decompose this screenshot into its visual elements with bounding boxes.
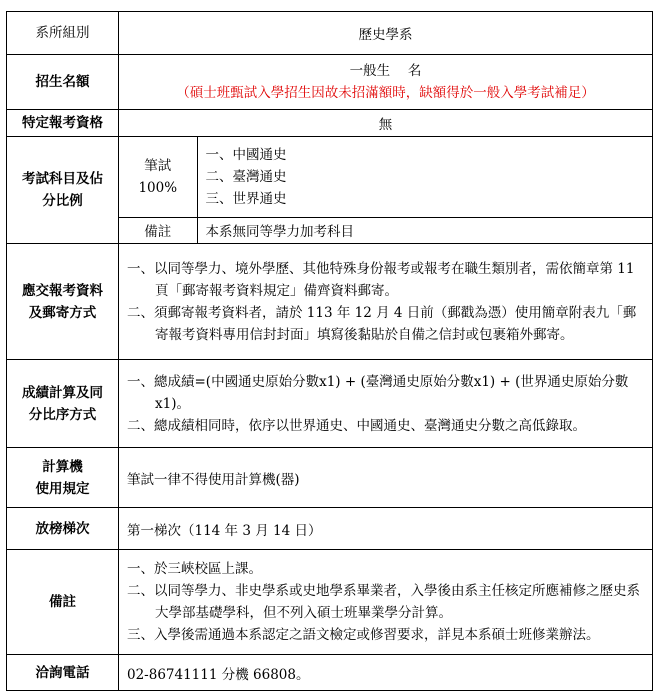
scoring-label-line2: 分比序方式 — [28, 406, 97, 423]
row-quota — [7, 55, 653, 110]
row-dept-group — [7, 12, 653, 55]
remark-item: 二、以同等學力、非史學系或史地學系畢業者，入學後由系主任核定所應補修之歷史系大學部基礎學科，但不列入碩士班畢業學分計算。 — [127, 583, 640, 621]
subjects-cell — [197, 137, 652, 217]
scoring-label — [7, 360, 119, 448]
remark-item: 三、入學後需通過本系認定之語文檢定或修習要求，詳見本系碩士班修業辦法。 — [127, 627, 600, 643]
exam-label-line1: 考試科目及佔 — [22, 171, 103, 187]
submission-item: 二、須郵寄報考資料者，請於 113 年 12 月 4 日前（郵戳為憑）使用簡章附表九「郵寄報考資料專用信封封面」填寫後黏貼於自備之信封或包裹箱外郵寄。 — [127, 304, 637, 343]
subject-item: 一、中國通史 — [205, 146, 287, 163]
subject-item: 二、臺灣通史 — [205, 168, 287, 185]
row-exam — [7, 137, 653, 244]
row-calculator — [7, 448, 653, 508]
quota-label: 招生名額 — [7, 55, 119, 110]
calculator-label — [7, 448, 119, 508]
exam-detail — [119, 137, 653, 244]
quota-value — [119, 55, 653, 110]
dept-group-label: 系所組別 — [7, 12, 119, 55]
admission-info-table — [6, 11, 653, 691]
row-release — [7, 508, 653, 550]
subject-item: 三、世界通史 — [205, 190, 287, 207]
exam-written-row — [119, 137, 652, 217]
qualification-label: 特定報考資格 — [7, 110, 119, 137]
calculator-value: 筆試一律不得使用計算機(器) — [119, 448, 653, 508]
submission-item: 一、以同等學力、境外學歷、其他特殊身份報考或報考在職生類別者，需依簡章第 11 頁「郵寄報考資料規定」備齊資料郵寄。 — [127, 260, 635, 299]
row-remarks — [7, 550, 653, 655]
exam-remark-label: 備註 — [119, 217, 197, 243]
release-value: 第一梯次（114 年 3 月 14 日） — [119, 508, 653, 550]
remarks-value — [119, 550, 653, 655]
scoring-label-line1: 成績計算及同 — [22, 384, 103, 401]
quota-note: （碩士班甄試入學招生因故未招滿額時，缺額得於一般入學考試補足） — [176, 85, 595, 101]
qualification-value: 無 — [119, 110, 653, 137]
scoring-item: 一、總成績=(中國通史原始分數x1) + (臺灣通史原始分數x1) + (世界通史原始分數x1)。 — [127, 373, 629, 412]
submission-label-line2: 及郵寄方式 — [28, 304, 97, 321]
quota-line: 一般生 名 — [349, 63, 422, 79]
submission-label-line1: 應交報考資料 — [22, 282, 103, 299]
exam-remark-row — [119, 217, 652, 243]
row-scoring — [7, 360, 653, 448]
scoring-value — [119, 360, 653, 448]
exam-remark-value: 本系無同等學力加考科目 — [197, 217, 652, 243]
exam-label-line2: 分比例 — [42, 193, 83, 209]
written-percent: 100% — [138, 179, 178, 196]
row-contact — [7, 655, 653, 691]
written-cell — [119, 137, 197, 217]
submission-value — [119, 244, 653, 360]
remarks-label: 備註 — [7, 550, 119, 655]
dept-group-value: 歷史學系 — [119, 12, 653, 55]
remark-item: 一、於三峽校區上課。 — [127, 561, 262, 577]
scoring-item: 二、總成績相同時，依序以世界通史、中國通史、臺灣通史分數之高低錄取。 — [127, 417, 586, 434]
row-qualification — [7, 110, 653, 137]
exam-label — [7, 137, 119, 244]
release-label: 放榜梯次 — [7, 508, 119, 550]
exam-inner-table — [119, 137, 652, 243]
row-submission — [7, 244, 653, 360]
calculator-label-line1: 計算機 — [42, 458, 83, 475]
submission-label — [7, 244, 119, 360]
contact-label: 洽詢電話 — [7, 655, 119, 691]
contact-value: 02-86741111 分機 66808。 — [119, 655, 653, 691]
calculator-label-line2: 使用規定 — [35, 480, 90, 497]
written-label: 筆試 — [144, 157, 172, 174]
